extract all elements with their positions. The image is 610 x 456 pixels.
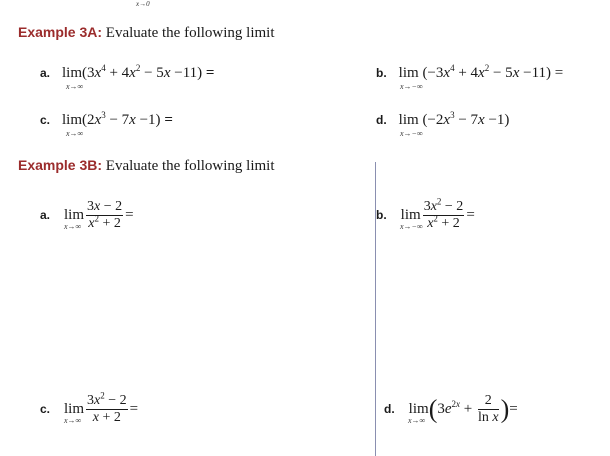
example-3a-text: Evaluate the following limit — [102, 25, 275, 41]
limit-subscript: x→∞ — [64, 222, 82, 231]
problem-3b-d — [384, 394, 518, 425]
top-fragment: x→0 — [136, 0, 150, 8]
problem-letter: b. — [376, 207, 387, 222]
problem-letter: d. — [384, 401, 395, 416]
limit-subscript: x→∞ — [64, 416, 82, 425]
limit-expression: lim $\frac{3x - 2}{x^2 + 2}$ = — [64, 199, 134, 231]
example-3a-tag: Example 3A: — [18, 24, 103, 40]
problem-letter: c. — [40, 113, 51, 127]
problem-3a-c — [40, 110, 173, 138]
limit-expression: $\lim (-2x^3 - 7x -1)$ — [398, 110, 510, 128]
problem-letter: c. — [40, 401, 51, 416]
limit-expression: $\lim(3x^4 + 4x^2 - 5x -11)$ = — [62, 63, 215, 81]
example-3b-heading — [18, 157, 275, 175]
limit-subscript: x→∞ — [66, 129, 84, 138]
problem-3a-d — [376, 110, 510, 138]
problem-3b-c — [40, 390, 139, 425]
problem-letter: d. — [376, 113, 387, 127]
limit-subscript: x→−∞ — [400, 222, 423, 231]
example-3b-tag: Example 3B: — [18, 157, 103, 173]
limit-expression: lim $\frac{3x^2 - 2}{x^2 + 2}$ = — [400, 196, 475, 231]
problem-letter: a. — [40, 207, 51, 222]
problem-3b-b — [376, 196, 475, 231]
problem-letter: a. — [40, 66, 51, 80]
problem-3b-a — [40, 200, 134, 231]
limit-subscript: x→∞ — [408, 416, 426, 425]
limit-expression: lim $\frac{3x^2 - 2}{x + 2}$ = — [64, 390, 139, 425]
problem-3a-b — [376, 63, 564, 91]
limit-subscript: x→−∞ — [400, 82, 423, 91]
example-3b-text: Evaluate the following limit — [102, 158, 275, 174]
problem-letter: b. — [376, 66, 387, 80]
problem-3a-a — [40, 63, 215, 91]
limit-expression: $\lim (-3x^4 + 4x^2 - 5x -11)$ = — [398, 63, 564, 81]
limit-subscript: x→∞ — [66, 82, 84, 91]
limit-subscript: x→−∞ — [400, 129, 423, 138]
example-3a-heading — [18, 24, 275, 42]
limit-expression: $\lim(2x^3 - 7x -1)$ = — [62, 110, 173, 128]
limit-expression: $\lim(3e^{2x}$ + $\frac{2}{\text{ln x}}$ )= — [408, 393, 518, 425]
